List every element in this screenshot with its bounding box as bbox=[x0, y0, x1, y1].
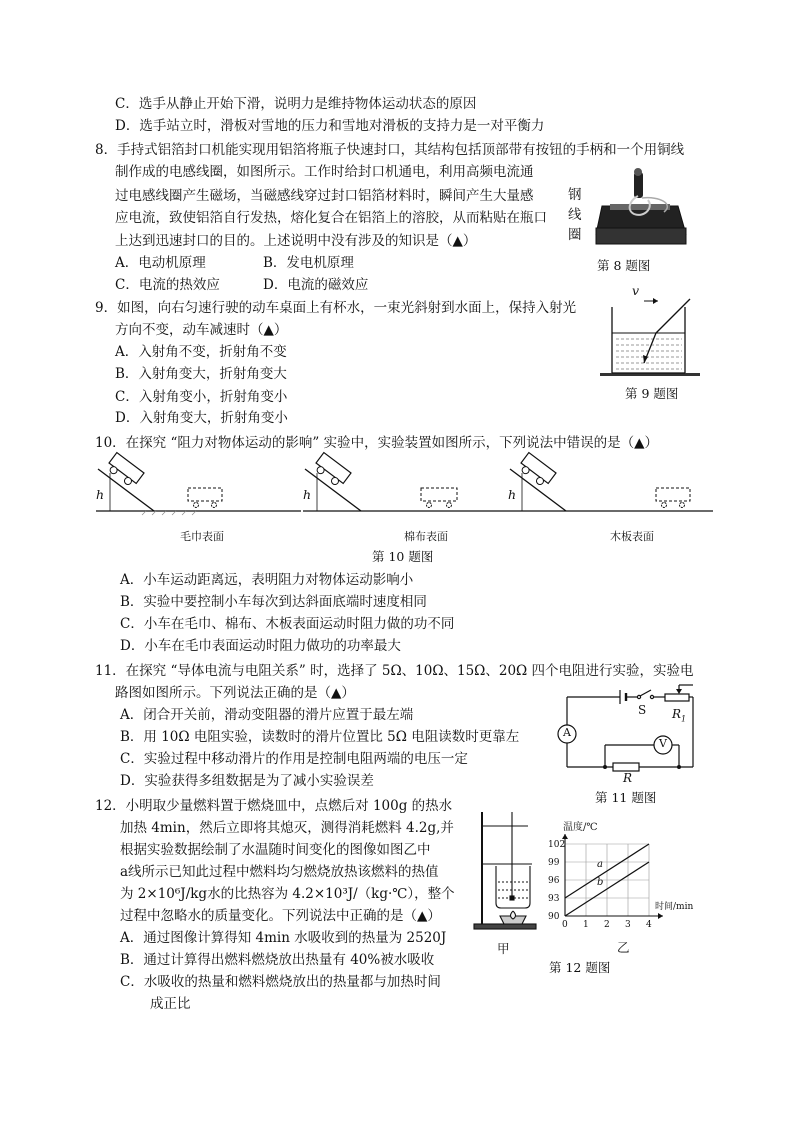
q9-velocity-label: v bbox=[632, 283, 640, 298]
q12-stem-line6: 过程中忽略水的质量变化。下列说法中正确的是（▲） bbox=[120, 908, 441, 924]
q8-option-b: B．发电机原理 bbox=[263, 255, 354, 271]
q9-figure-caption: 第 9 题图 bbox=[625, 386, 679, 401]
q11-figure-caption: 第 11 题图 bbox=[595, 790, 657, 805]
q9-option-d: D．入射角变大，折射角变小 bbox=[115, 410, 288, 426]
heating-apparatus-figure bbox=[470, 808, 542, 930]
h-label-2: h bbox=[303, 487, 312, 502]
q8-stem-line1: 8．手持式铝箔封口机能实现用铝箔将瓶子快速封口，其结构包括顶部带有按钮的手柄和一个用铜线 bbox=[95, 142, 685, 158]
q12-stem-line4: a线所示已知此过程中燃料均匀燃烧放热该燃料的热值 bbox=[120, 864, 439, 880]
x-tick-label: 0 bbox=[562, 920, 568, 930]
surface-label-wood: 木板表面 bbox=[610, 530, 654, 543]
x-axis-arrow bbox=[658, 913, 663, 919]
switch-label: S bbox=[638, 703, 647, 717]
h-label-3: h bbox=[508, 487, 517, 502]
chart-y-axis-label: 温度/℃ bbox=[563, 822, 598, 833]
y-tick-label: 96 bbox=[548, 876, 560, 886]
resistor-label: R bbox=[623, 771, 633, 785]
q11-option-b: B．用 10Ω 电阻实验，读数时的滑片位置比 5Ω 电阻读数时更靠左 bbox=[120, 729, 520, 745]
q10-option-d: D．小车在毛巾表面运动时阻力做功的功率最大 bbox=[120, 638, 401, 654]
q10-figure-caption: 第 10 题图 bbox=[372, 549, 434, 564]
x-tick-label: 4 bbox=[646, 920, 652, 930]
chart-x-axis-label: 时间/min bbox=[655, 902, 694, 912]
y-tick-label: 99 bbox=[548, 858, 560, 868]
ammeter-label: A bbox=[563, 726, 571, 739]
sealer-machine-figure bbox=[590, 168, 695, 248]
q10-option-b: B．实验中要控制小车每次到达斜面底端时速度相同 bbox=[120, 594, 427, 610]
q11-option-a: A．闭合开关前，滑动变阻器的滑片应置于最左端 bbox=[120, 707, 414, 723]
q11-stem-line1: 11．在探究 “导体电流与电阻关系” 时，选择了 5Ω、10Ω、15Ω、20Ω 四个电阻进行实验，实验电 bbox=[95, 663, 694, 679]
circuit-diagram bbox=[555, 685, 700, 775]
q8-stem-line3: 过电感线圈产生磁场，当磁感线穿过封口铝箔材料时，瞬间产生大量感 bbox=[115, 188, 534, 204]
q8-option-c: C．电流的热效应 bbox=[115, 277, 220, 293]
q7-option-c: C．选手从静止开始下滑，说明力是维持物体运动状态的原因 bbox=[115, 96, 477, 112]
y-tick-label: 102 bbox=[548, 840, 566, 850]
q8-figure-caption: 第 8 题图 bbox=[597, 258, 651, 273]
q8-option-a: A．电动机原理 bbox=[115, 255, 206, 271]
q9-option-b: B．入射角变大，折射角变大 bbox=[115, 366, 287, 382]
series-label-b: b bbox=[597, 877, 604, 888]
q8-stem-line5: 上达到迅速封口的目的。上述说明中没有涉及的知识是（▲） bbox=[115, 233, 477, 249]
q12-figure-caption: 第 12 题图 bbox=[549, 960, 611, 975]
q7-option-d: D．选手站立时，滑板对雪地的压力和雪地对滑板的支持力是一对平衡力 bbox=[115, 118, 545, 134]
water-temperature-chart bbox=[545, 828, 675, 928]
y-tick-label: 90 bbox=[548, 912, 560, 922]
q12-option-c-line1: C．水吸收的热量和燃料燃烧放出的热量都与加热时间 bbox=[120, 974, 441, 990]
rheostat-label: $R_1$ bbox=[672, 707, 687, 724]
incline-figure-cotton bbox=[303, 455, 508, 515]
q8-fig-label-2: 线 bbox=[568, 207, 582, 223]
q8-stem-line2: 制作成的电感线圈，如图所示。工作时给封口机通电，利用高频电流通 bbox=[115, 164, 534, 180]
series-label-a: a bbox=[597, 859, 603, 870]
voltmeter-label: V bbox=[659, 737, 667, 750]
figure-jia-label: 甲 bbox=[497, 941, 510, 956]
q8-fig-label-3: 圈 bbox=[568, 227, 582, 243]
q12-stem-line2: 加热 4min，然后立即将其熄灭，测得消耗燃料 4.2g,并 bbox=[120, 820, 454, 836]
q12-stem-line5: 为 2×10⁶J/kg水的比热容为 4.2×10³J/（kg·℃），整个 bbox=[120, 886, 455, 902]
q8-fig-label-1: 钢 bbox=[568, 187, 582, 203]
q9-stem-line2: 方向不变，动车减速时（▲） bbox=[115, 322, 288, 338]
surface-label-cotton: 棉布表面 bbox=[404, 530, 448, 543]
q11-option-c: C．实验过程中移动滑片的作用是控制电阻两端的电压一定 bbox=[120, 751, 468, 767]
h-label-1: h bbox=[96, 487, 105, 502]
q12-option-b: B．通过计算得出燃料燃烧放出热量有 40%被水吸收 bbox=[120, 952, 435, 968]
y-tick-label: 93 bbox=[548, 894, 560, 904]
q10-option-c: C．小车在毛巾、棉布、木板表面运动时阻力做的功不同 bbox=[120, 616, 455, 632]
q12-option-a: A．通过图像计算得知 4min 水吸收到的热量为 2520J bbox=[120, 930, 447, 946]
q8-stem-line4: 应电流，致使铝箔自行发热，熔化复合在铝箔上的溶胶，从而粘贴在瓶口 bbox=[115, 210, 547, 226]
surface-label-towel: 毛巾表面 bbox=[180, 530, 224, 543]
x-tick-label: 1 bbox=[583, 920, 589, 930]
q12-option-c-line2: 成正比 bbox=[150, 996, 191, 1012]
q9-stem-line1: 9．如图，向右匀速行驶的动车桌面上有杯水，一束光斜射到水面上，保持入射光 bbox=[95, 300, 577, 316]
y-axis-arrow bbox=[562, 834, 568, 839]
q12-stem-line1: 12．小明取少量燃料置于燃烧皿中，点燃后对 100g 的热水 bbox=[95, 798, 453, 814]
incline-figure-towel bbox=[96, 455, 301, 515]
incline-figure-wood bbox=[508, 455, 713, 515]
q11-option-d: D．实验获得多组数据是为了减小实验误差 bbox=[120, 773, 374, 789]
water-cup-figure bbox=[600, 285, 700, 380]
q9-option-c: C．入射角变小，折射角变小 bbox=[115, 389, 288, 405]
q9-option-a: A．入射角不变，折射角不变 bbox=[115, 344, 287, 360]
q12-stem-line3: 根据实验数据绘制了水温随时间变化的图像如图乙中 bbox=[120, 842, 431, 858]
x-tick-label: 3 bbox=[625, 920, 631, 930]
q8-option-d: D．电流的磁效应 bbox=[263, 277, 369, 293]
q10-stem: 10．在探究 “阻力对物体运动的影响” 实验中，实验装置如图所示，下列说法中错误的是（▲） bbox=[95, 435, 658, 451]
figure-yi-label: 乙 bbox=[617, 940, 630, 955]
x-tick-label: 2 bbox=[604, 920, 610, 930]
q10-option-a: A．小车运动距离远，表明阻力对物体运动影响小 bbox=[120, 572, 414, 588]
q11-stem-line2: 路图如图所示。下列说法正确的是（▲） bbox=[115, 685, 355, 701]
